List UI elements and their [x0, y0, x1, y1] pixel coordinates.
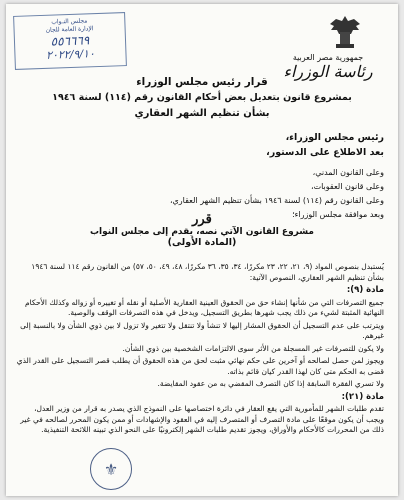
- decision-section: [26, 212, 378, 248]
- law-item: وعلى القانون المدني،: [312, 168, 384, 177]
- decree-body: [16, 262, 384, 438]
- received-stamp: [13, 12, 127, 70]
- article-heading: مادة (٢١):: [341, 391, 384, 402]
- ministry-line: جمهورية مصر العربية: [292, 53, 364, 62]
- intro-paragraph: يُستبدل بنصوص المواد (٩، ٢١، ٢٢، ٢٣ مكررًا، ٣٤، ٣٥، ٣٦ مكررًا، ٤٨، ٤٩، ٥٠، ٥٧) من القانون رقم ١١٤ لسنة ١٩٤٦ بشأن تنظيم الشهر العقاري، النصوص الآتية:: [31, 262, 384, 282]
- body-paragraph: ويترتب على عدم التسجيل أن الحقوق المشار إليها لا تنشأ ولا تنتقل ولا تتغير ولا تزول لا بين ذوي الشأن ولا بالنسبة إلى غيرهم.: [20, 320, 384, 340]
- stamp-line-1: مجلس النـواب: [51, 17, 88, 26]
- decree-title: قرار رئيس مجلس الوزراء: [136, 76, 268, 88]
- body-paragraph: ولا يكون للتصرفات غير المسجلة من الأثر سوى الالتزامات الشخصية بين ذوي الشأن.: [122, 343, 384, 353]
- decision-word: قرر: [192, 212, 212, 227]
- body-paragraph: تقدم طلبات الشهر للمأمورية التي يقع العقار في دائرة اختصاصها على النموذج الذي يصدر به قرار من وزير العدل، ويجب أن يكون موقعًا على مادة التصرف أو المتصرف إليه في العقود والإشهادات أو ممن يكون المحرر لصالحه في غير ذلك من المحررات كالأحكام والأوراق، ويجوز تقديم طلبات الشهر إلكترونيًا على النحو الذي تبينه اللائحة التنفيذية.: [20, 404, 384, 434]
- law-item: وعلى القانون رقم (١١٤) لسنة ١٩٤٦ بشأن تنظيم الشهر العقاري،: [169, 196, 384, 205]
- decree-subtitle: بمشروع قانون بتعديل بعض أحكام القانون رقم (١١٤) لسنة ١٩٤٦: [52, 92, 352, 103]
- project-line: مشروع القانون الآتي نصه، يقدم إلى مجلس النواب: [89, 227, 314, 237]
- body-paragraph: ويجوز لمن حصل لصالحه أو آخرين على حكم نهائي مثبت لحق من هذه الحقوق أن يطلب قصر التسجيل على القدر الذي قضى به الحكم متى كان لهذا القدر كيان قائم بذاته.: [16, 356, 384, 376]
- eagle-emblem-icon: [326, 12, 364, 52]
- law-item: وعلى قانون العقوبات،: [310, 182, 384, 191]
- body-paragraph: جميع التصرفات التي من شأنها إنشاء حق من الحقوق العينية العقارية الأصلية أو نقله أو تغييره أو زواله وكذلك الأحكام النهائية المثبتة لشيء من ذلك يجب شهرها بطريق التسجيل، ويدخل في هذه التصرفات الوقف والوصية.: [24, 297, 384, 317]
- after-review-heading: بعد الاطلاع على الدستور،: [266, 147, 384, 158]
- official-seal-icon: ⚜: [90, 448, 132, 490]
- stamp-handwriting-2: ٢٠٢٢/٩/١٠: [45, 47, 96, 62]
- stamp-line-2: الإدارة العامة للجان: [45, 25, 94, 34]
- article-one-heading: (المادة الأولى): [167, 237, 237, 248]
- president-heading: رئيس مجلس الوزراء،: [285, 132, 384, 143]
- decree-subject: بشأن تنظيم الشهر العقاري: [134, 108, 270, 119]
- stamp-handwriting-1: ٥٥٦٦٦٩: [50, 33, 90, 49]
- body-paragraph: ولا تسري الفقرة السابقة إذا كان التصرف المقضي به من عقود المقايضة.: [157, 379, 384, 388]
- document-page: [6, 4, 398, 496]
- cabinet-brand: رئاسة الوزراء: [283, 62, 373, 81]
- article-heading: مادة (٩):: [346, 285, 384, 295]
- law-item: وبعد موافقة مجلس الوزراء؛: [292, 210, 384, 219]
